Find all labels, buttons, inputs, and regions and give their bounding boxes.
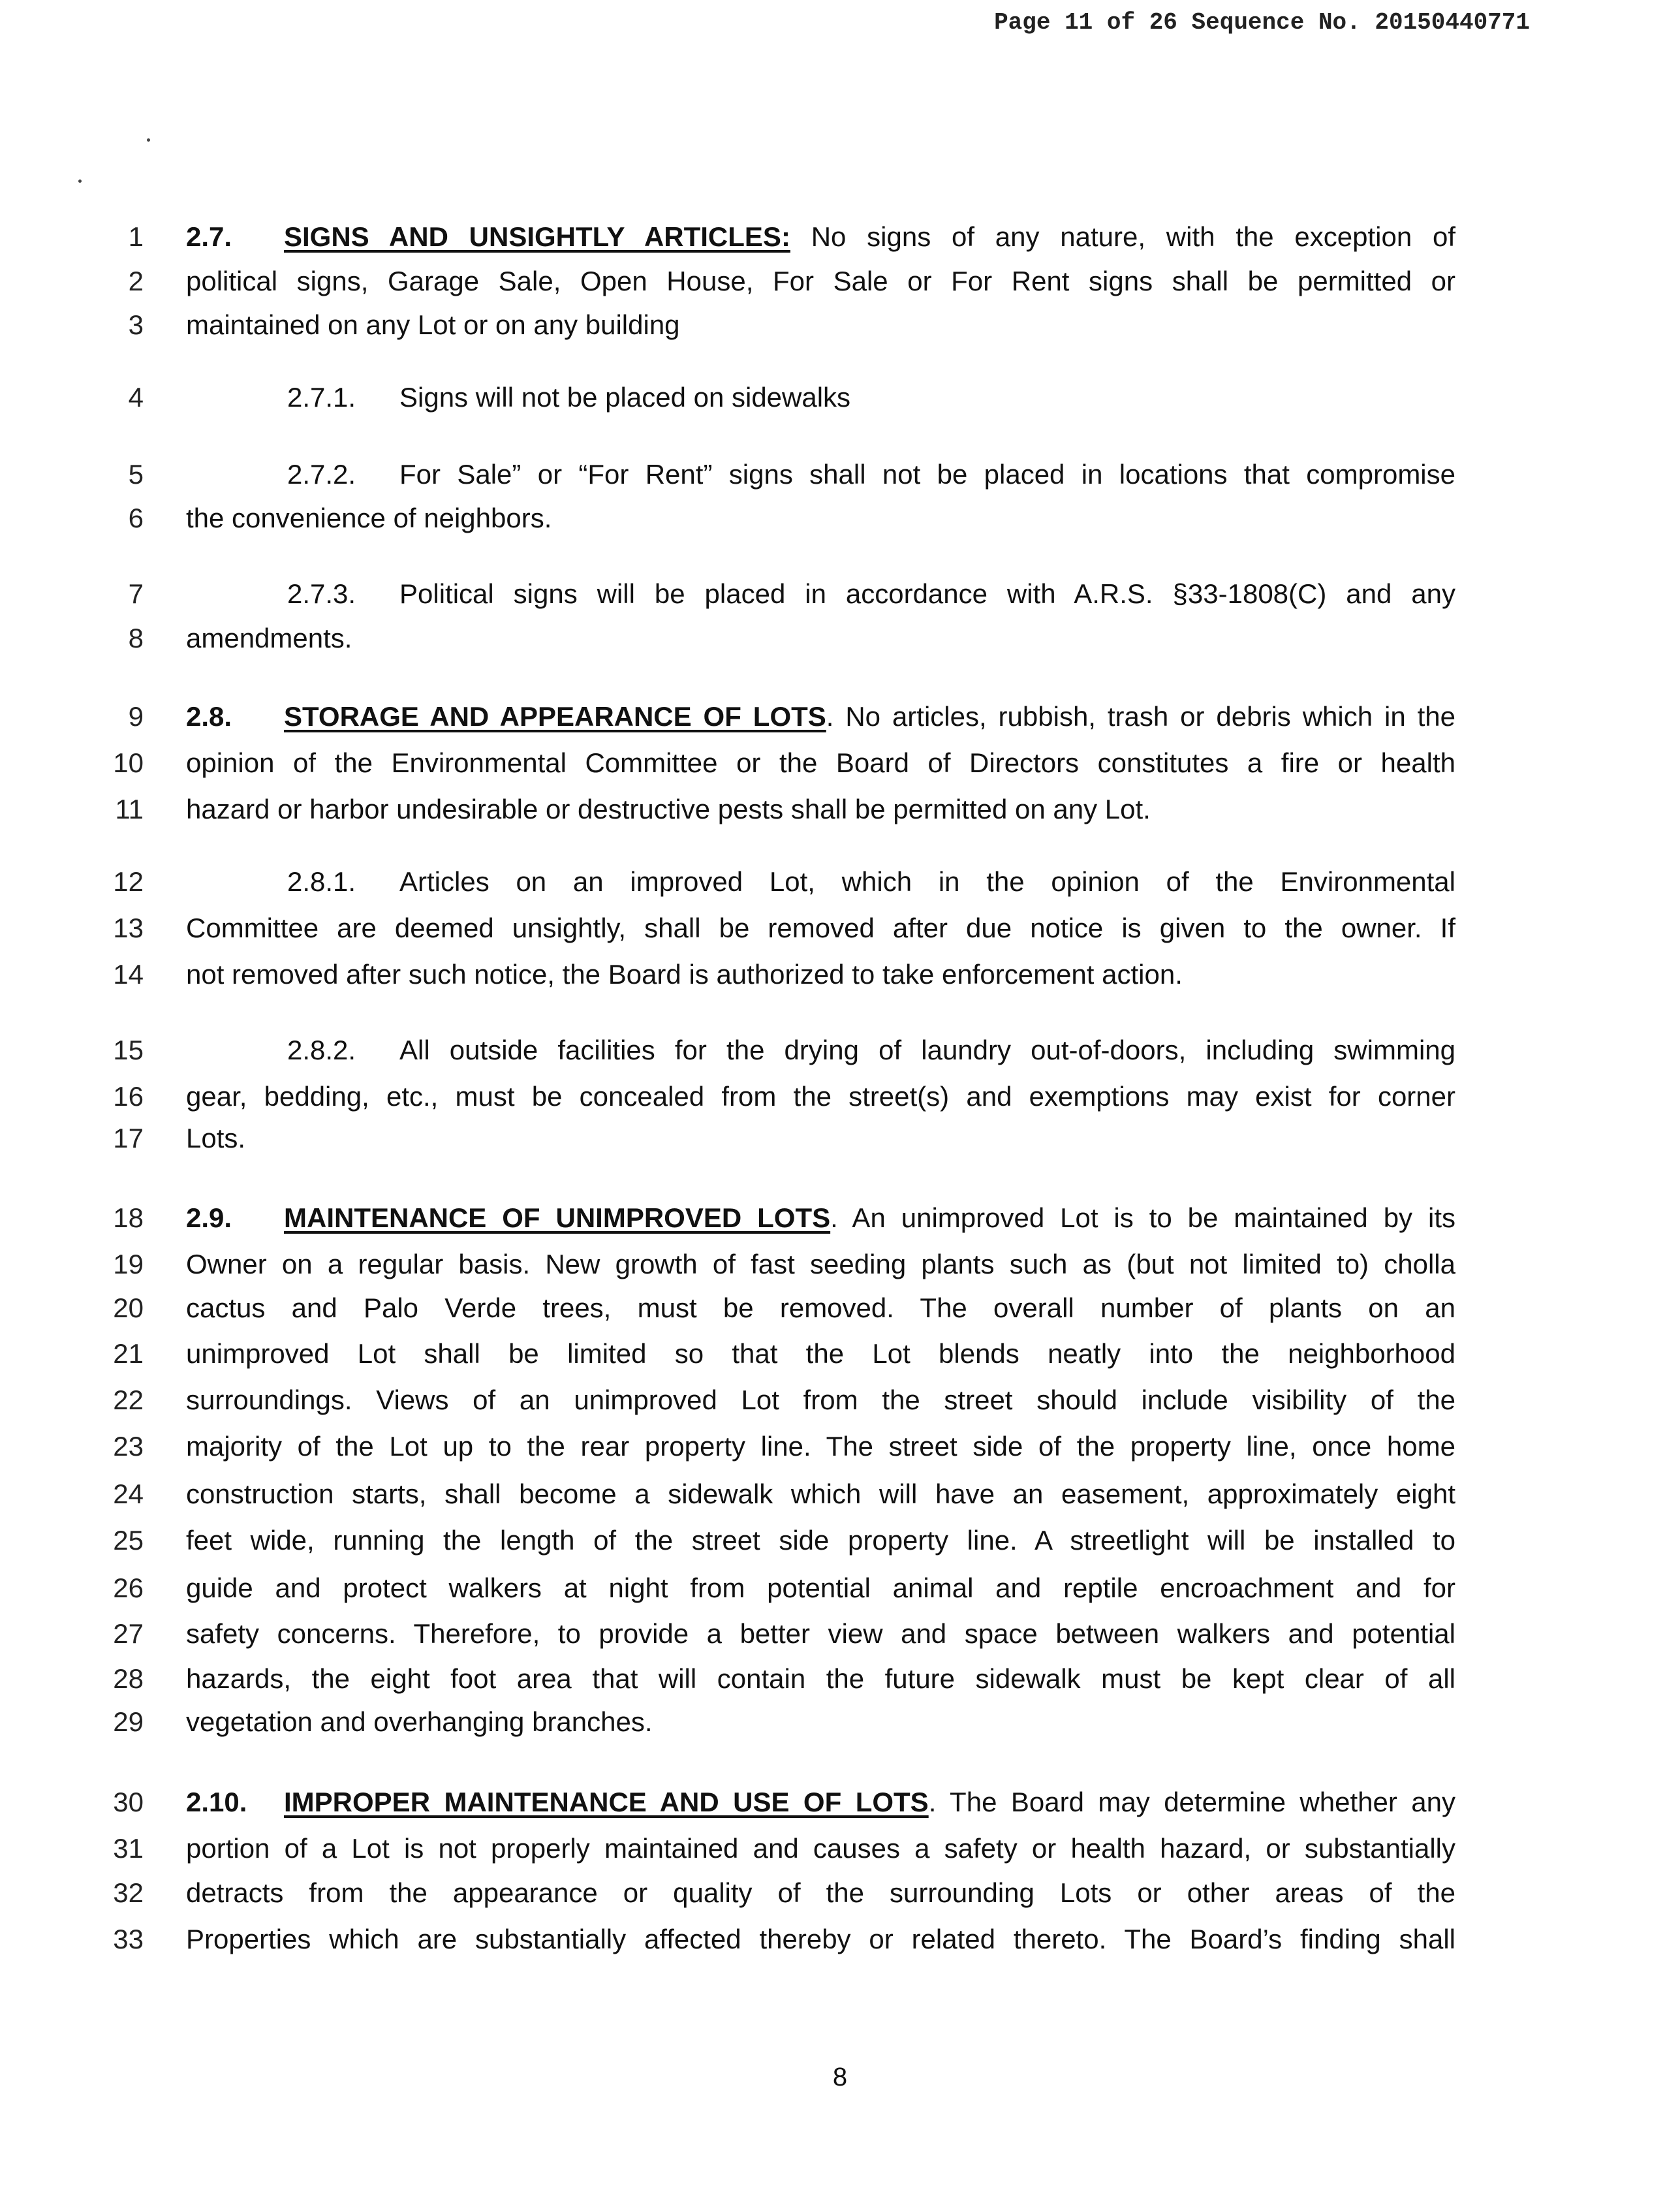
body-text: portion of a Lot is not properly maintained and causes a safety or health hazard, or substantially [186,1832,1455,1864]
body-text: All outside facilities for the drying of laundry out-of-doors, including swimming [399,1034,1455,1065]
line-text [186,1783,1455,1822]
body-text: . No articles, rubbish, trash or debris which in the [826,701,1455,732]
line-number: 7 [128,578,144,609]
document-line [98,499,1455,538]
line-text [186,955,1455,994]
line-number: 24 [113,1478,144,1509]
line-number: 10 [113,747,144,779]
section-heading: MAINTENANCE OF UNIMPROVED LOTS [284,1202,831,1234]
line-number: 17 [113,1123,144,1154]
line-text [287,574,1455,614]
body-text: construction starts, shall become a sidewalk which will have an easement, approximately eight [186,1478,1455,1509]
document-line [98,790,1455,829]
line-text [287,1031,1455,1070]
body-text: Political signs will be placed in accordance with A.R.S. §33-1808(C) and any [399,578,1455,609]
document-line [98,697,1455,736]
line-number: 23 [113,1430,144,1462]
line-number: 30 [113,1786,144,1817]
line-text [186,1521,1455,1560]
body-text: Lots. [186,1123,246,1154]
line-text [186,1702,1455,1742]
body-text: Committee are deemed unsightly, shall be removed after due notice is given to the owner. If [186,913,1455,944]
line-text [186,1119,1455,1158]
line-text [287,455,1455,494]
document-line [98,1381,1455,1420]
line-number: 22 [113,1385,144,1416]
subsection-number: 2.8.1. [287,866,356,898]
body-text: hazard or harbor undesirable or destructive pests shall be permitted on any Lot. [186,793,1151,824]
section-heading: SIGNS AND UNSIGHTLY ARTICLES: [284,221,790,252]
body-text: . An unimproved Lot is to be maintained by its [830,1202,1455,1234]
section-number: 2.9. [186,1202,232,1234]
line-text [186,1614,1455,1653]
document-line [98,1334,1455,1373]
line-text [287,862,1455,901]
body-text: detracts from the appearance or quality of the surrounding Lots or other areas of the [186,1877,1455,1909]
line-text [186,499,1455,538]
page-header: Page 11 of 26 Sequence No. 20150440771 [994,9,1530,36]
body-text: safety concerns. Therefore, to provide a better view and space between walkers and potential [186,1618,1455,1650]
line-text [186,1920,1455,1959]
document-line [98,455,1455,494]
line-text [186,305,1455,345]
line-number: 13 [113,913,144,944]
line-number: 4 [128,382,144,413]
document-line [98,1119,1455,1158]
section-heading: IMPROPER MAINTENANCE AND USE OF LOTS [284,1786,929,1817]
section-heading: STORAGE AND APPEARANCE OF LOTS [284,701,826,732]
document-line [98,574,1455,614]
body-text: guide and protect walkers at night from potential animal and reptile encroachment and for [186,1572,1455,1603]
body-text: opinion of the Environmental Committee or the Board of Directors constitutes a fire or health [186,747,1455,779]
subsection-number: 2.7.1. [287,382,356,413]
body-text: majority of the Lot up to the rear property line. The street side of the property line, once home [186,1430,1455,1462]
body-text: the convenience of neighbors. [186,502,552,533]
line-number: 6 [128,502,144,533]
line-number: 9 [128,701,144,732]
line-number: 16 [113,1080,144,1112]
line-number: 5 [128,459,144,490]
line-text [186,909,1455,948]
line-number: 2 [128,266,144,297]
body-text: feet wide, running the length of the street side property line. A streetlight will be installed to [186,1524,1455,1556]
line-text [186,619,1455,658]
scan-speck [78,180,82,183]
document-line [98,262,1455,301]
line-text [186,1873,1455,1913]
document-line [98,1920,1455,1959]
body-text: amendments. [186,623,352,654]
line-number: 25 [113,1524,144,1556]
body-text: unimproved Lot shall be limited so that the Lot blends neatly into the neighborhood [186,1338,1455,1370]
page-number: 8 [832,2063,848,2091]
line-text [186,1289,1455,1328]
document-line [98,1614,1455,1653]
body-text: political signs, Garage Sale, Open House, For Sale or For Rent signs shall be permitted or [186,266,1455,297]
document-line [98,1569,1455,1608]
body-text: Articles on an improved Lot, which in the opinion of the Environmental [399,866,1455,898]
document-line [98,1245,1455,1284]
line-number: 11 [115,793,144,824]
document-line [98,378,1455,417]
body-text: For Sale” or “For Rent” signs shall not be placed in locations that compromise [399,459,1455,490]
body-text: vegetation and overhanging branches. [186,1706,653,1738]
body-text: Owner on a regular basis. New growth of fast seeding plants such as (but not limited to) cholla [186,1249,1455,1280]
line-number: 3 [128,309,144,340]
line-number: 27 [113,1618,144,1650]
section-number: 2.8. [186,701,232,732]
document-line [98,1475,1455,1514]
scan-speck [147,138,150,142]
document-line [98,305,1455,345]
document-line [98,862,1455,901]
document-line [98,1702,1455,1742]
line-text [186,1381,1455,1420]
line-number: 12 [113,866,144,898]
line-text [186,1829,1455,1868]
subsection-number: 2.8.2. [287,1034,356,1065]
line-text [186,743,1455,783]
line-text [287,378,1455,417]
section-number: 2.10. [186,1786,247,1817]
line-number: 15 [113,1034,144,1065]
body-text: surroundings. Views of an unimproved Lot from the street should include visibility of the [186,1385,1455,1416]
body-text: No signs of any nature, with the exception of [790,221,1456,252]
line-text [186,697,1455,736]
document-line [98,1829,1455,1868]
line-number: 21 [113,1338,144,1370]
line-text [186,1659,1455,1698]
body-text: . The Board may determine whether any [928,1786,1455,1817]
line-text [186,1334,1455,1373]
document-line [98,619,1455,658]
line-number: 26 [113,1572,144,1603]
document-line [98,743,1455,783]
body-text: Properties which are substantially affected thereby or related thereto. The Board’s finding shall [186,1923,1455,1954]
body-text: not removed after such notice, the Board is authorized to take enforcement action. [186,959,1183,990]
line-number: 32 [113,1877,144,1909]
line-text [186,262,1455,301]
body-text: hazards, the eight foot area that will contain the future sidewalk must be kept clear of all [186,1663,1455,1694]
document-line [98,909,1455,948]
line-number: 14 [113,959,144,990]
subsection-number: 2.7.2. [287,459,356,490]
line-text [186,1198,1455,1238]
section-number: 2.7. [186,221,232,252]
line-number: 8 [128,623,144,654]
document-line [98,955,1455,994]
document-line [98,1873,1455,1913]
subsection-number: 2.7.3. [287,578,356,609]
document-line [98,1031,1455,1070]
line-number: 28 [113,1663,144,1694]
line-text [186,1475,1455,1514]
document-line [98,1427,1455,1466]
line-number: 1 [128,221,144,252]
line-number: 19 [113,1249,144,1280]
line-text [186,1077,1455,1116]
body-text: gear, bedding, etc., must be concealed from the street(s) and exemptions may exist for corner [186,1080,1455,1112]
line-text [186,1245,1455,1284]
document-line [98,1521,1455,1560]
line-text [186,790,1455,829]
line-text [186,217,1455,257]
document-line [98,1783,1455,1822]
body-text: maintained on any Lot or on any building [186,309,680,340]
document-line [98,1289,1455,1328]
document-line [98,1077,1455,1116]
line-text [186,1427,1455,1466]
document-line [98,217,1455,257]
line-number: 29 [113,1706,144,1738]
line-number: 20 [113,1292,144,1323]
document-line [98,1659,1455,1698]
line-number: 31 [113,1832,144,1864]
line-number: 18 [113,1202,144,1234]
document-line [98,1198,1455,1238]
line-text [186,1569,1455,1608]
line-number: 33 [113,1923,144,1954]
body-text: cactus and Palo Verde trees, must be removed. The overall number of plants on an [186,1292,1455,1323]
body-text: Signs will not be placed on sidewalks [399,382,851,413]
